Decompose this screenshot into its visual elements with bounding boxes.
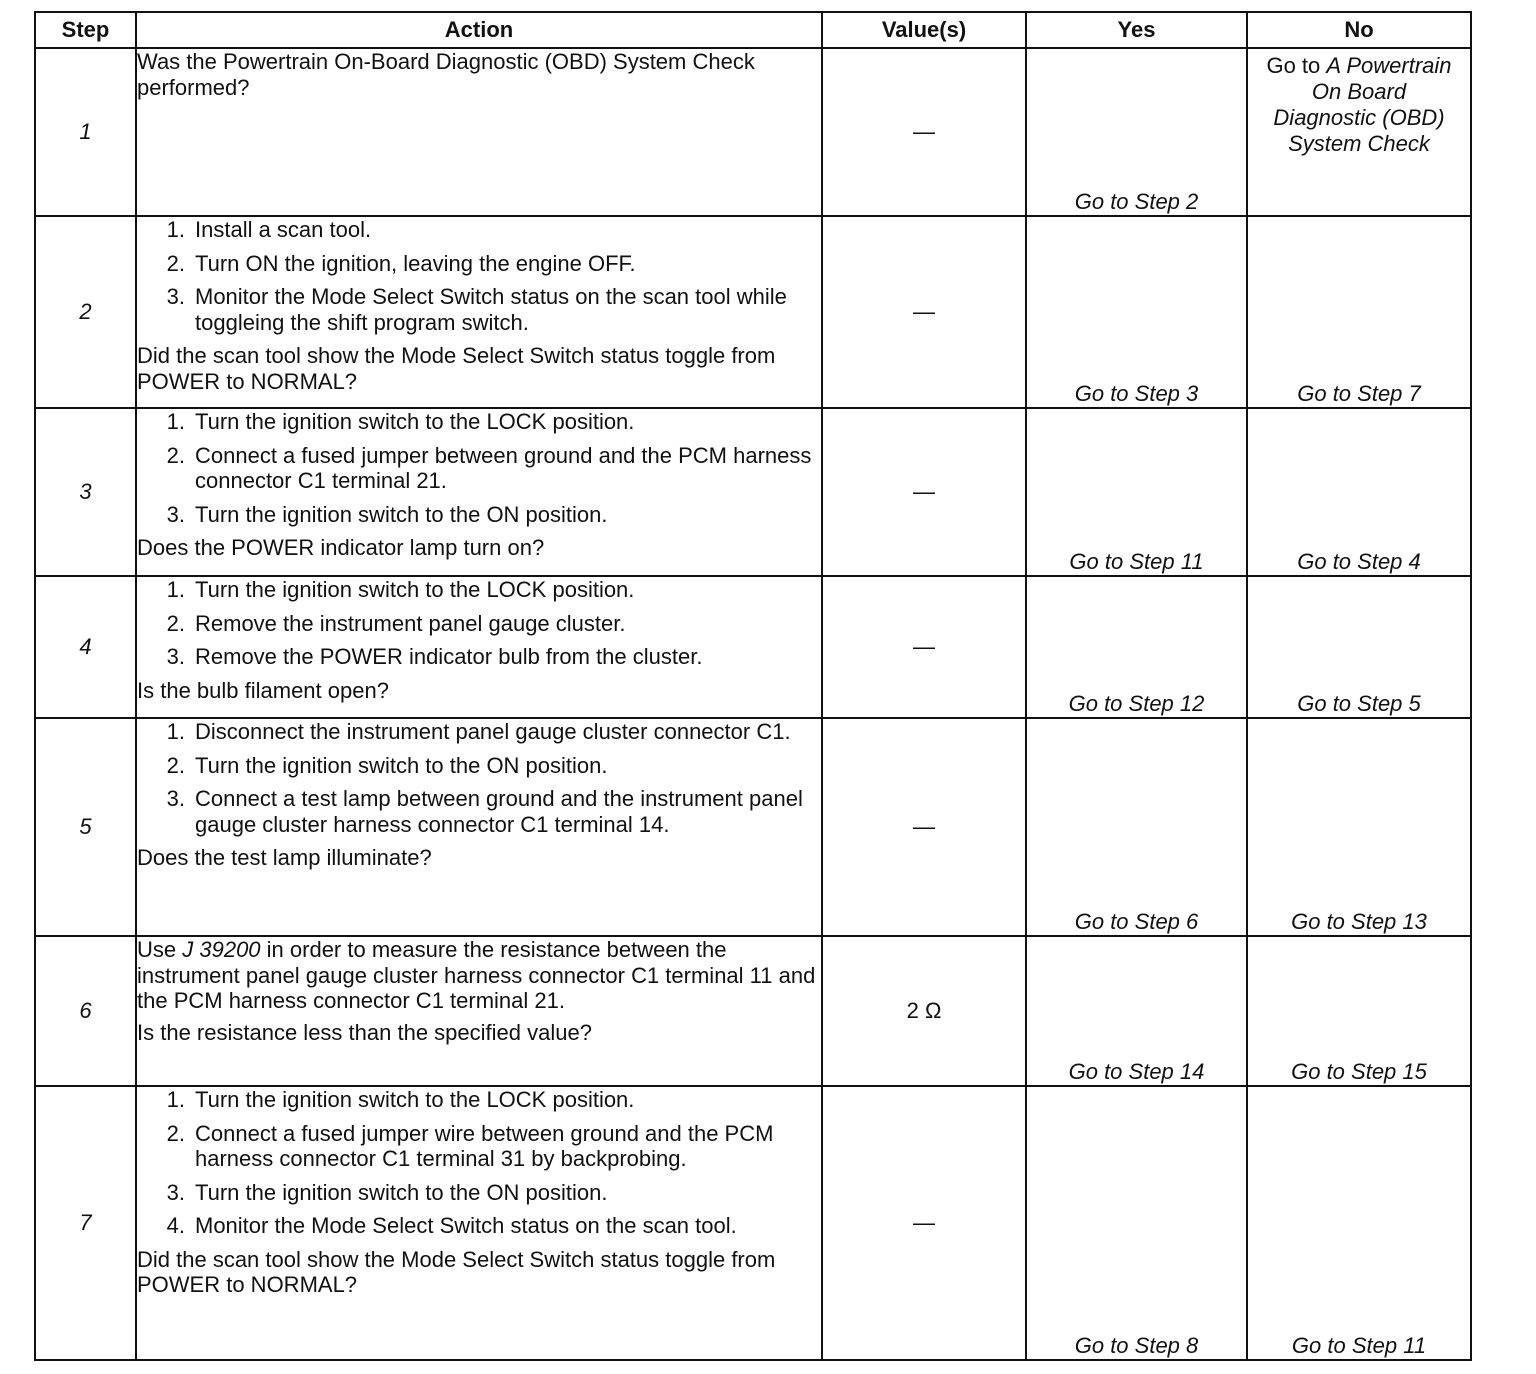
step-text: Turn the ignition switch to the LOCK position. xyxy=(195,409,635,434)
no-cell: Go to Step 13 xyxy=(1247,718,1471,936)
yes-cell: Go to Step 8 xyxy=(1026,1086,1247,1360)
table-row xyxy=(35,576,1471,718)
action-step xyxy=(137,409,821,435)
action-question: Does the POWER indicator lamp turn on? xyxy=(137,535,545,561)
action-question: Does the test lamp illuminate? xyxy=(137,845,432,871)
step-index: 2. xyxy=(166,250,185,276)
step-text: Turn the ignition switch to the ON position. xyxy=(195,1179,608,1205)
step-index: 1. xyxy=(166,1087,185,1112)
table-row xyxy=(35,48,1471,216)
value-cell: — xyxy=(822,408,1026,576)
step-index: 3. xyxy=(166,284,185,310)
action-question: Did the scan tool show the Mode Select Switch status toggle from POWER to NORMAL? xyxy=(137,343,776,394)
action-step xyxy=(137,611,821,637)
step-number: 6 xyxy=(35,936,136,1086)
step-index: 1. xyxy=(166,409,185,434)
table-row xyxy=(35,936,1471,1086)
step-text: Connect a fused jumper between ground and the PCM harness connector C1 terminal 21. xyxy=(195,442,812,494)
action-question: Is the resistance less than the specified value? xyxy=(137,1019,592,1045)
action-steps xyxy=(137,719,821,837)
no-cell: Go to Step 4 xyxy=(1247,408,1471,576)
step-index: 2. xyxy=(166,610,185,636)
action-step xyxy=(137,644,821,670)
value-cell: — xyxy=(822,718,1026,936)
step-text: Turn the ignition switch to the LOCK position. xyxy=(195,577,635,602)
step-index: 3. xyxy=(166,1179,185,1205)
action-step xyxy=(137,443,821,494)
yes-cell: Go to Step 12 xyxy=(1026,576,1247,718)
step-number: 5 xyxy=(35,718,136,936)
step-text: Connect a test lamp between ground and the instrument panel gauge cluster harness connector C1 terminal 14. xyxy=(195,786,803,837)
action-question: Was the Powertrain On-Board Diagnostic (OBD) System Check performed? xyxy=(137,49,755,100)
action-question: Is the bulb filament open? xyxy=(137,677,389,703)
action-step xyxy=(137,284,821,335)
yes-cell: Go to Step 11 xyxy=(1026,408,1247,576)
action-cell xyxy=(136,48,822,216)
no-prefix: Go to xyxy=(1266,53,1327,78)
action-steps xyxy=(137,577,821,670)
step-text: Monitor the Mode Select Switch status on the scan tool. xyxy=(195,1213,737,1239)
step-text: Turn ON the ignition, leaving the engine OFF. xyxy=(195,250,636,276)
action-step xyxy=(137,217,821,243)
step-index: 1. xyxy=(166,719,185,744)
step-number: 1 xyxy=(35,48,136,216)
header-yes: Yes xyxy=(1026,12,1247,48)
header-action: Action xyxy=(136,12,822,48)
step-index: 3. xyxy=(166,644,185,670)
step-text: Monitor the Mode Select Switch status on the scan tool while toggleing the shift program switch. xyxy=(195,284,787,335)
action-step xyxy=(137,1213,821,1239)
no-cell: Go to Step 11 xyxy=(1247,1086,1471,1360)
tool-name[interactable]: J 39200 xyxy=(182,937,261,962)
step-text: Turn the ignition switch to the ON position. xyxy=(195,501,608,527)
yes-cell: Go to Step 3 xyxy=(1026,216,1247,408)
table-row xyxy=(35,718,1471,936)
header-no: No xyxy=(1247,12,1471,48)
table-row xyxy=(35,216,1471,408)
table-row xyxy=(35,408,1471,576)
step-text: Install a scan tool. xyxy=(195,217,372,242)
header-row xyxy=(35,12,1471,48)
no-procedure-link[interactable]: A Powertrain On Board Diagnostic (OBD) System Check xyxy=(1273,53,1452,156)
header-values: Value(s) xyxy=(822,12,1026,48)
diagnostic-table xyxy=(34,11,1472,1361)
step-index: 3. xyxy=(166,786,185,812)
action-step xyxy=(137,577,821,603)
action-cell xyxy=(136,216,822,408)
step-text: Remove the POWER indicator bulb from the cluster. xyxy=(195,644,703,670)
step-text: Remove the instrument panel gauge cluster. xyxy=(195,610,626,636)
step-index: 1. xyxy=(166,577,185,602)
yes-cell: Go to Step 6 xyxy=(1026,718,1247,936)
step-number: 3 xyxy=(35,408,136,576)
step-index: 1. xyxy=(166,217,185,242)
action-steps xyxy=(137,409,821,527)
yes-cell: Go to Step 2 xyxy=(1026,48,1247,216)
value-cell: — xyxy=(822,576,1026,718)
value-cell: — xyxy=(822,48,1026,216)
header-step: Step xyxy=(35,12,136,48)
no-cell: Go to Step 5 xyxy=(1247,576,1471,718)
no-cell: Go to Step 15 xyxy=(1247,936,1471,1086)
action-instruction xyxy=(137,937,821,1014)
action-step xyxy=(137,786,821,837)
step-text: Disconnect the instrument panel gauge cluster connector C1. xyxy=(195,719,791,744)
instruction-start: Use xyxy=(137,937,183,962)
action-step xyxy=(137,502,821,528)
action-cell xyxy=(136,936,822,1086)
no-cell xyxy=(1247,48,1471,216)
table-row xyxy=(35,1086,1471,1360)
action-cell xyxy=(136,408,822,576)
action-step xyxy=(137,753,821,779)
step-number: 2 xyxy=(35,216,136,408)
instruction-rest: in order to measure the resistance between the instrument panel gauge cluster harness connector C1 terminal 11 and the PCM harness connector C1 terminal 21. xyxy=(137,937,816,1014)
action-step xyxy=(137,1087,821,1113)
step-number: 7 xyxy=(35,1086,136,1360)
value-cell: — xyxy=(822,1086,1026,1360)
action-cell xyxy=(136,718,822,936)
step-index: 2. xyxy=(166,752,185,778)
step-text: Turn the ignition switch to the LOCK position. xyxy=(195,1087,635,1112)
action-step xyxy=(137,1180,821,1206)
step-index: 3. xyxy=(166,501,185,527)
step-text: Connect a fused jumper wire between ground and the PCM harness connector C1 terminal 31 by backprobing. xyxy=(195,1120,774,1172)
step-text: Turn the ignition switch to the ON position. xyxy=(195,752,608,778)
step-index: 2. xyxy=(166,442,185,468)
step-index: 2. xyxy=(166,1120,185,1146)
action-question: Did the scan tool show the Mode Select Switch status toggle from POWER to NORMAL? xyxy=(137,1246,776,1298)
action-step xyxy=(137,719,821,745)
action-steps xyxy=(137,217,821,335)
step-index: 4. xyxy=(166,1213,185,1239)
no-cell: Go to Step 7 xyxy=(1247,216,1471,408)
value-cell: — xyxy=(822,216,1026,408)
action-steps xyxy=(137,1087,821,1239)
action-step xyxy=(137,1121,821,1172)
step-number: 4 xyxy=(35,576,136,718)
action-step xyxy=(137,251,821,277)
value-cell: 2 Ω xyxy=(822,936,1026,1086)
action-cell xyxy=(136,1086,822,1360)
yes-cell: Go to Step 14 xyxy=(1026,936,1247,1086)
action-cell xyxy=(136,576,822,718)
